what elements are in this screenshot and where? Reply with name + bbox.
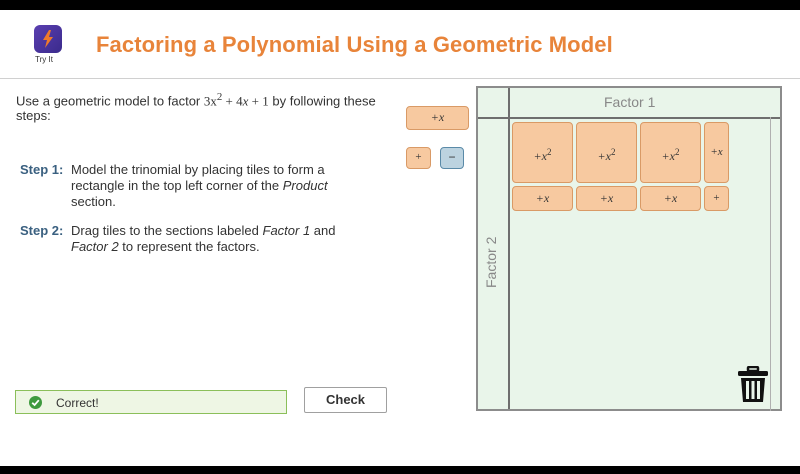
factor-2-label: Factor 2 [483, 236, 499, 288]
product-x-tile[interactable]: +x [512, 186, 573, 211]
product-x-tile[interactable]: +x [640, 186, 701, 211]
factor-1-divider [478, 117, 780, 119]
factor-1-label: Factor 1 [604, 94, 656, 110]
product-x-squared-tile[interactable]: $+x^2$ [640, 122, 701, 183]
header [0, 10, 800, 79]
step-2 [20, 223, 370, 255]
bank-plus-one-tile[interactable]: + [406, 147, 431, 169]
product-x-tile[interactable]: +x [576, 186, 637, 211]
feedback-text: Correct! [56, 396, 99, 410]
step-2-text: Drag tiles to the sections labeled Factor 1 and Factor 2 to represent the factors. [71, 223, 336, 254]
step-1 [20, 162, 370, 210]
product-one-tile[interactable]: + [704, 186, 729, 211]
bank-minus-one-tile[interactable]: − [440, 147, 464, 169]
feedback-banner [15, 390, 287, 414]
check-button[interactable]: Check [304, 387, 387, 413]
product-x-tile[interactable]: +x [704, 122, 729, 183]
bank-x-tile[interactable]: +x [406, 106, 469, 130]
app-window [0, 10, 800, 466]
product-x-squared-tile[interactable]: $+x^2$ [512, 122, 573, 183]
try-it-logo-icon [34, 25, 62, 53]
step-1-label: Step 1: [20, 162, 64, 177]
product-x-squared-tile[interactable]: $+x^2$ [576, 122, 637, 183]
trash-icon[interactable] [737, 366, 769, 409]
logo-caption: Try It [35, 55, 53, 64]
intro-text: Use a geometric model to factor $3x^2 + 4x + 1$ by following these steps: [16, 91, 376, 124]
check-circle-icon [29, 396, 42, 409]
board-inner-edge [770, 117, 771, 411]
step-2-label: Step 2: [20, 223, 64, 238]
page-title: Factoring a Polynomial Using a Geometric Model [96, 32, 613, 57]
step-1-text: Model the trinomial by placing tiles to form a rectangle in the top left corner of the Product section. [71, 162, 328, 209]
factor-2-divider [508, 88, 510, 409]
